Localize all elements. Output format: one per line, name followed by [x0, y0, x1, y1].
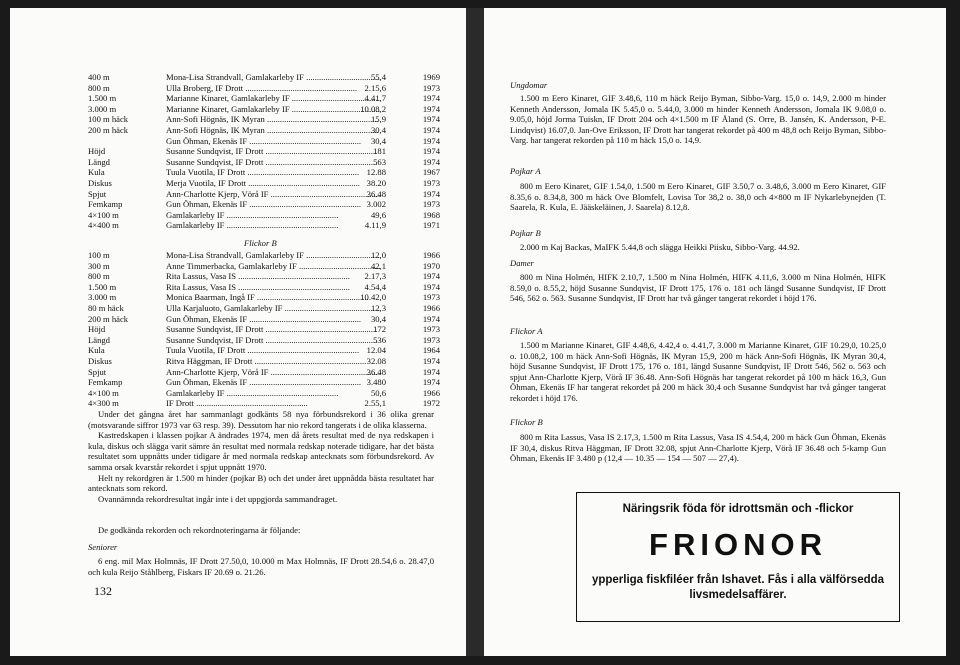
record-event: Längd — [88, 334, 110, 345]
record-holder: Tuula Vuotila, IF Drott ..... — [166, 345, 380, 356]
record-event: Spjut — [88, 366, 107, 377]
record-row — [10, 345, 466, 356]
frionor-advertisement — [576, 492, 900, 622]
record-holder: Rita Lassus, Vasa IS ..... — [166, 271, 380, 282]
ungdomar-heading: Ungdomar — [510, 80, 548, 90]
record-year: 1970 — [422, 260, 440, 271]
record-year: 1974 — [422, 156, 440, 167]
record-result: 15,9 — [370, 114, 386, 125]
record-year: 1967 — [422, 167, 440, 178]
left-page — [10, 8, 466, 656]
ungdomar-section — [510, 93, 886, 146]
record-year: 1974 — [422, 103, 440, 114]
record-row — [10, 303, 466, 314]
record-year: 1973 — [422, 334, 440, 345]
ad-description-line: livsmedelsaffärer. — [689, 589, 787, 601]
record-result: 4.11,9 — [364, 220, 386, 231]
record-result: 30,4 — [370, 125, 386, 135]
flickor-b-heading: Flickor B — [510, 417, 543, 427]
pojkar-a-section — [510, 181, 886, 213]
pojkar-a-text: 800 m Eero Kinaret, GIF 1.54,0, 1.500 m Eero Kinaret, GIF 3.50,7 o. 3.48,6, 3.000 m Eero Kinaret, GIF 8.35,6 o. 8.34,8, 300 m häck Ove Blomfelt, Lovisa Tor 38,2 o. 38,0 och 4×800 m IF Nykarlebynejden (T. Saarela, R. Kula, E. Jääskeläinen, J. Saarela) 8.12,8. — [510, 181, 886, 213]
page-number: 132 — [94, 584, 112, 598]
record-event: Diskus — [88, 178, 112, 188]
record-result: 12,3 — [370, 303, 386, 313]
record-event: 4×100 m — [88, 209, 119, 220]
record-year: 1974 — [422, 188, 440, 199]
record-row — [10, 83, 466, 94]
record-row — [10, 146, 466, 157]
record-year: 1974 — [422, 271, 440, 282]
ad-description — [577, 573, 899, 603]
record-row — [10, 367, 466, 378]
paragraph: Under det gångna året har sammanlagt godkänts 58 nya förbundsrekord i 36 olika grenar (motsvarande siffror 1973 var 63 resp. 39). Dessutom har nio rekord tangerats i de olika klasserna. — [88, 409, 434, 430]
seniorer-section — [88, 556, 434, 577]
record-year: 1974 — [422, 281, 440, 292]
record-event: Diskus — [88, 356, 112, 366]
record-event: 3.000 m — [88, 292, 117, 303]
record-year: 1974 — [422, 146, 440, 157]
record-holder: Marianne Kinaret, Gamlakarleby IF ..... — [166, 104, 380, 115]
pojkar-b-section — [510, 242, 886, 253]
record-event: Längd — [88, 156, 110, 167]
flickor-a-section — [510, 340, 886, 404]
intro-text — [88, 409, 434, 504]
flickor-a-text: 1.500 m Marianne Kinaret, GIF 4.48,6, 4.42,4 o. 4.41,7, 3.000 m Marianne Kinaret, GIF 10.29,0, 10.25,0 o. 10.08,2, 100 m häck Ann-Sofi Högnäs, IK Myran 15,9, 200 m häck Ann-Sofi Högnäs, IK Myran 30,4, höjd Susanne Sundqvist, IF Drott 175, 176 o. 181, längd Susanne Sundqvist, IF Drott 546, 562 o. 563 och spjut Ann-Charlotte Kjerp, Vörå IF 36.48. Ann-Sofi Högnäs har tangerat rekordet på 100 m häck 16,3, Gun Öhman, Ekenäs IF har tangerat rekordet på 200 m häck 30,4 och Susanne Sundqvist har två gånger tangerat rekordet i höjd 176. — [510, 340, 886, 403]
record-year: 1966 — [422, 387, 440, 398]
record-holder: Rita Lassus, Vasa IS ..... — [166, 282, 380, 293]
record-result: 12.04 — [366, 345, 386, 356]
ad-tagline: Näringsrik föda för idrottsmän och -flickor — [622, 503, 854, 515]
record-result: 12,0 — [370, 250, 386, 260]
record-row — [10, 104, 466, 115]
damer-text: 800 m Nina Holmén, HIFK 2.10,7, 1.500 m Nina Holmén, HIFK 4.11,6, 3.000 m Nina Holmén, HIFK 8.59,0 o. 8.55,2, höjd Susanne Sundqvist, IF Drott 175, 176 o. 181 och längd Susanne Sundqvist, IF Drott 546, 562 o. 563. Susanne Sundqvist, IF Drott har två gånger tangerat rekordet i höjd 176. — [510, 272, 886, 304]
record-holder: Mona-Lisa Strandvall, Gamlakarleby IF ..... — [166, 250, 380, 261]
ad-brand-logo: FRIONOR — [649, 527, 827, 562]
record-row — [10, 220, 466, 231]
record-result: 30,4 — [370, 313, 386, 324]
record-year: 1974 — [422, 366, 440, 377]
record-event: Höjd — [88, 324, 106, 335]
flickor-b-title: Flickor B — [244, 238, 277, 248]
record-event: 80 m häck — [88, 303, 124, 313]
record-row — [10, 250, 466, 261]
record-holder: Ritva Häggman, IF Drott ..... — [166, 356, 380, 367]
flickor-b-section — [510, 432, 886, 464]
record-row — [10, 72, 466, 83]
record-result: 4.54,4 — [364, 281, 386, 292]
record-result: 38.20 — [366, 178, 386, 188]
record-holder: Ann-Charlotte Kjerp, Vörå IF ..... — [166, 367, 380, 378]
record-result: 2.15,6 — [364, 82, 386, 93]
record-year: 1969 — [422, 72, 440, 82]
record-event: 200 m häck — [88, 125, 129, 135]
record-year: 1973 — [422, 178, 440, 188]
record-result: 536 — [373, 334, 386, 345]
record-holder: Gun Öhman, Ekenäs IF ..... — [166, 314, 380, 325]
flickor-b-text: 800 m Rita Lassus, Vasa IS 2.17,3, 1.500 m Rita Lassus, Vasa IS 4.54,4, 200 m häck Gun Öhman, Ekenäs IF 30,4, diskus Ritva Häggman, IF Drott 32.08, spjut Ann-Charlotte Kjerp, Vörå IF 36.48 och 5-kamp Gun Öhman, Ekenäs IF 3.480 p (12,4 — 10.35 — 154 — 507 — 27,4). — [510, 432, 886, 464]
record-row — [10, 178, 466, 189]
record-row — [10, 261, 466, 272]
record-holder: Susanne Sundqvist, IF Drott ..... — [166, 157, 380, 168]
record-row — [10, 136, 466, 147]
record-holder: Mona-Lisa Strandvall, Gamlakarleby IF ..... — [166, 72, 380, 83]
record-holder: Gamlakarleby IF ..... — [166, 388, 380, 399]
record-result: 50,6 — [370, 387, 386, 398]
record-year: 1968 — [422, 209, 440, 220]
record-result: 3.002 — [366, 199, 386, 210]
record-year: 1974 — [422, 125, 440, 135]
record-holder: Ann-Charlotte Kjerp, Vörå IF ..... — [166, 189, 380, 200]
record-row — [10, 324, 466, 335]
record-year: 1974 — [422, 377, 440, 388]
record-holder: Gun Öhman, Ekenäs IF ..... — [166, 377, 380, 388]
right-page — [484, 8, 946, 656]
record-result: 10.08,2 — [360, 103, 386, 114]
record-holder: Ulla Broberg, IF Drott ..... — [166, 83, 380, 94]
record-holder: Ann-Sofi Högnäs, IK Myran ..... — [166, 125, 380, 136]
record-event: Spjut — [88, 188, 107, 199]
record-holder: Anne Timmerbacka, Gamlakarleby IF ..... — [166, 261, 380, 272]
record-result: 2.55,1 — [364, 398, 386, 409]
record-year: 1972 — [422, 398, 440, 409]
record-year: 1974 — [422, 313, 440, 324]
pojkar-b-heading: Pojkar B — [510, 228, 541, 238]
record-event: Höjd — [88, 146, 106, 157]
record-year: 1974 — [422, 356, 440, 366]
record-row — [10, 157, 466, 168]
record-event: Kula — [88, 345, 105, 356]
record-result: 30,4 — [370, 135, 386, 146]
paragraph: Ovannämnda rekordresultat ingår inte i det uppgjorda sammandraget. — [98, 493, 338, 504]
record-result: 42,1 — [370, 260, 386, 271]
record-holder: Gun Öhman, Ekenäs IF ..... — [166, 136, 380, 147]
record-row — [10, 398, 466, 409]
record-result: 36.48 — [366, 188, 386, 199]
record-holder: Ulla Karjaluoto, Gamlakarleby IF ..... — [166, 303, 380, 314]
record-row — [10, 93, 466, 104]
records-intro: De godkända rekorden och rekordnoteringarna är följande: — [98, 525, 301, 535]
record-event: Kula — [88, 167, 105, 178]
record-result: 55,4 — [370, 72, 386, 82]
record-holder: Merja Vuotila, IF Drott ..... — [166, 178, 380, 189]
record-holder: Marianne Kinaret, Gamlakarleby IF ..... — [166, 93, 380, 104]
record-row — [10, 377, 466, 388]
record-event: 400 m — [88, 72, 110, 82]
paragraph: Helt ny rekordgren är 1.500 m hinder (pojkar B) och det under året uppnådda bästa resultatet har antecknats som rekord. — [88, 472, 434, 494]
pojkar-b-text: 2.000 m Kaj Backas, MaIFK 5.44,8 och slägga Heikki Piisku, Sibbo-Varg. 44.92. — [520, 242, 800, 252]
ad-description-line: ypperliga fiskfiléer från Ishavet. Fås i alla välförsedda — [591, 574, 885, 586]
record-event: 200 m häck — [88, 313, 129, 324]
record-row — [10, 335, 466, 346]
damer-heading: Damer — [510, 258, 534, 268]
record-event: 4×100 m — [88, 387, 119, 398]
record-row — [10, 199, 466, 210]
record-row — [10, 282, 466, 293]
record-year: 1973 — [422, 199, 440, 210]
record-row — [10, 125, 466, 136]
record-holder: Gun Öhman, Ekenäs IF ..... — [166, 199, 380, 210]
record-row — [10, 210, 466, 221]
record-result: 563 — [373, 156, 386, 167]
book-gutter — [466, 8, 484, 656]
record-year: 1966 — [422, 303, 440, 313]
record-event: 1.500 m — [88, 93, 117, 104]
record-holder: Ann-Sofi Högnäs, IK Myran ..... — [166, 114, 380, 125]
record-event: Femkamp — [88, 199, 123, 210]
record-result: 172 — [373, 324, 386, 335]
record-event: 4×300 m — [88, 398, 119, 409]
record-year: 1973 — [422, 82, 440, 93]
record-result: 2.17,3 — [364, 271, 386, 282]
record-row — [10, 314, 466, 325]
record-row — [10, 167, 466, 178]
record-row — [10, 114, 466, 125]
record-holder: Susanne Sundqvist, IF Drott ..... — [166, 324, 380, 335]
paragraph: Kastredskapen i klassen pojkar A ändrades 1974, men då årets resultat med de nya redskapen i kula, diskus och slägga varit sämre än resultat med normala redskap noterade tidigare, har det bästa resultatet som uppnåtts under tidigare år med normala redskap antecknats som förbundsrekord. Av samma orsak kvarstår rekordet i spjut uppnått 1970. — [88, 430, 434, 472]
record-year: 1974 — [422, 114, 440, 125]
record-event: 100 m häck — [88, 114, 129, 125]
record-result: 32.08 — [366, 356, 386, 366]
record-event: 800 m — [88, 82, 110, 93]
record-holder: Gamlakarleby IF ..... — [166, 220, 380, 231]
record-holder: Tuula Vuotila, IF Drott ..... — [166, 167, 380, 178]
record-year: 1974 — [422, 93, 440, 104]
record-result: 3.480 — [366, 377, 386, 388]
record-result: 49,6 — [370, 209, 386, 220]
record-year: 1964 — [422, 345, 440, 356]
record-event: 100 m — [88, 250, 110, 260]
record-event: 800 m — [88, 271, 110, 282]
record-holder: Susanne Sundqvist, IF Drott ..... — [166, 146, 380, 157]
record-event: 4×400 m — [88, 220, 119, 231]
record-year: 1973 — [422, 292, 440, 303]
record-row — [10, 356, 466, 367]
record-event: 1.500 m — [88, 281, 117, 292]
ungdomar-text: 1.500 m Eero Kinaret, GIF 3.48,6, 110 m häck Reijo Byman, Sibbo-Varg. 15,0 o. 14,9, 2.000 m hinder Kenneth Andersson, Jomala IK 5.45,0 o. 5.44,0, 3.000 m hinder Kenneth Andersson, Jomala IK 9.08,0 o. 9.05,0, höjd Jorma Tuiskn, IF Drott 204 och 4×1.500 m IF Åland (S. Orre, B. Jansén, K. Andersson, P-E. Lindqvist) 16.07,0. Jan-Ove Eriksson, IF Drott har tangerat rekordet på 400 m 48,8 och Reijo Byman, Sibbo-Varg. har tangerat rekorden på 110 m häck 15,0 o. 14,9. — [510, 93, 886, 146]
seniorer-text: 6 eng. mil Max Holmnäs, IF Drott 27.50,0, 10.000 m Max Holmnäs, IF Drott 28.54,6 o. 28.47,0 och kula Reijo Ståhlberg, Fiskars IF 20.69 o. 21.26. — [88, 556, 434, 577]
record-event: 3.000 m — [88, 103, 117, 114]
record-row — [10, 189, 466, 200]
pojkar-a-heading: Pojkar A — [510, 166, 541, 176]
record-year: 1966 — [422, 250, 440, 260]
record-holder: Monica Baarman, Ingå IF ..... — [166, 292, 380, 303]
record-holder: Gamlakarleby IF ..... — [166, 210, 380, 221]
record-result: 12.88 — [366, 167, 386, 178]
record-result: 4.41,7 — [364, 93, 386, 104]
record-holder: Susanne Sundqvist, IF Drott ..... — [166, 335, 380, 346]
record-event: 300 m — [88, 260, 110, 271]
record-result: 36.48 — [366, 366, 386, 377]
flickor-a-heading: Flickor A — [510, 326, 543, 336]
damer-section — [510, 272, 886, 304]
record-holder: IF Drott ..... — [166, 398, 380, 409]
record-year: 1971 — [422, 220, 440, 231]
record-year: 1973 — [422, 324, 440, 335]
record-year: 1974 — [422, 135, 440, 146]
record-row — [10, 292, 466, 303]
record-event: Femkamp — [88, 377, 123, 388]
seniorer-heading: Seniorer — [88, 542, 118, 552]
record-row — [10, 271, 466, 282]
record-row — [10, 388, 466, 399]
record-result: 10.42,0 — [360, 292, 386, 303]
record-result: 181 — [373, 146, 386, 157]
